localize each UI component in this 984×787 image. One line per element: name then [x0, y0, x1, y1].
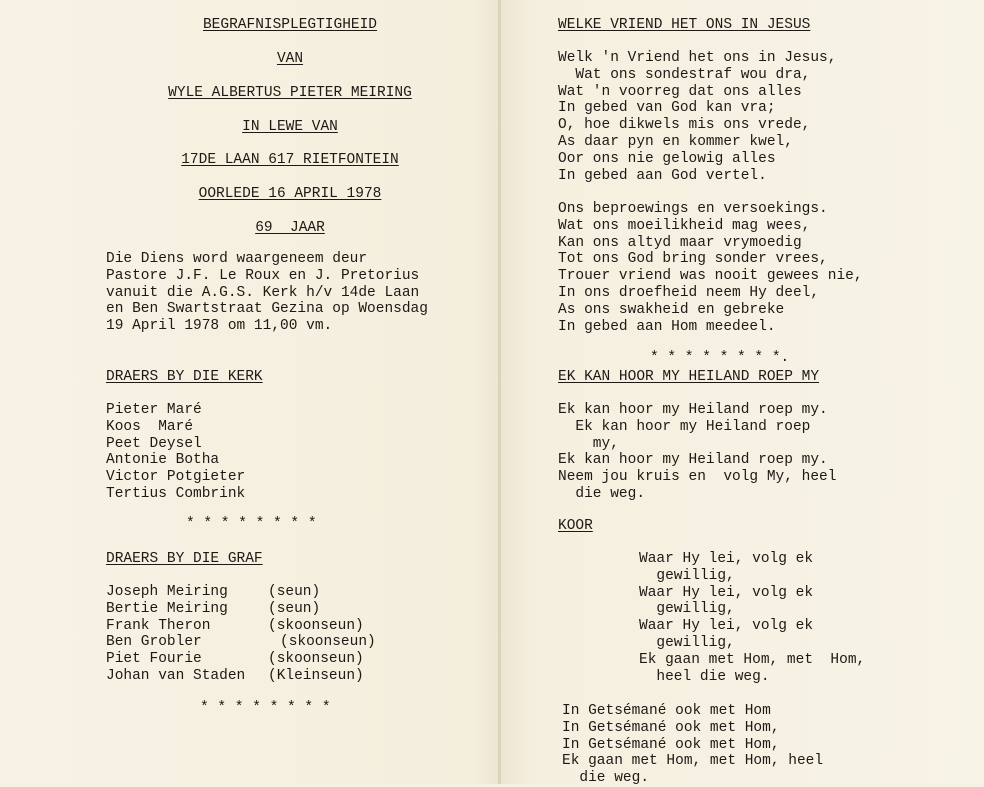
- list-item: Tertius Combrink: [106, 485, 246, 502]
- church-bearers-list: [106, 402, 245, 503]
- relation-label: (Kleinseun): [268, 667, 364, 684]
- title-ceremony: BEGRAFNISPLEGTIGHEID: [202, 17, 378, 33]
- verse-line: Kan ons altyd maar vrymoedig: [558, 234, 802, 251]
- chorus-line: Waar Hy lei, volg ek: [639, 584, 814, 601]
- list-item: Frank Theron: [106, 617, 211, 634]
- verse-line: die weg.: [562, 770, 650, 787]
- relation-label: (skoonseun): [268, 651, 364, 668]
- verse-line: O, hoe dikwels mis ons vrede,: [558, 117, 811, 134]
- chorus-line: gewillig,: [639, 634, 735, 651]
- relation-label: (skoonseun): [280, 634, 376, 651]
- list-item: Piet Fourie: [106, 651, 202, 668]
- church-bearers-heading: DRAERS BY DIE KERK: [106, 369, 263, 385]
- service-line: 19 April 1978 om 11,00 vm.: [106, 318, 333, 335]
- verse-line: Trouer vriend was nooit gewees nie,: [558, 268, 863, 285]
- verse-line: In Getsémané ook met Hom: [562, 703, 771, 719]
- hymn1-verse2: [558, 201, 863, 335]
- verse-line: As daar pyn en kommer kwel,: [558, 133, 793, 150]
- list-item: Pieter Maré: [106, 402, 202, 418]
- verse-line: In Getsémané ook met Hom,: [562, 736, 780, 753]
- verse-line: Neem jou kruis en volg My, heel: [558, 469, 837, 486]
- separator-stars: * * * * * * * *: [186, 516, 317, 532]
- grave-bearers-relations: [268, 584, 376, 685]
- service-line: vanuit die A.G.S. Kerk h/v 14de Laan: [106, 284, 420, 301]
- chorus-line: Waar Hy lei, volg ek: [639, 551, 814, 567]
- verse-line: As ons swakheid en gebreke: [558, 301, 785, 318]
- verse-line: In gebed aan God vertel.: [558, 167, 767, 184]
- verse-line: In ons droefheid neem Hy deel,: [558, 284, 820, 301]
- verse-line: Wat ons moeilikheid mag wees,: [558, 217, 811, 234]
- title-deceased-name: WYLE ALBERTUS PIETER MEIRING: [168, 85, 412, 101]
- chorus-lines: [639, 551, 865, 685]
- list-item: Antonie Botha: [106, 452, 220, 469]
- relation-label: (seun): [268, 600, 321, 617]
- list-item: Bertie Meiring: [106, 600, 228, 617]
- service-line: Die Diens word waargeneem deur: [106, 251, 368, 267]
- verse-line: die weg.: [558, 485, 646, 502]
- final-verse: [562, 703, 823, 787]
- page-fold: [498, 0, 501, 784]
- hymn1-verse1: [558, 50, 836, 184]
- list-item: Johan van Staden: [106, 667, 246, 684]
- list-item: Peet Deysel: [106, 435, 202, 452]
- title-in-lewe-van: IN LEWE VAN: [242, 119, 338, 135]
- chorus-line: Waar Hy lei, volg ek: [639, 618, 814, 635]
- service-line: Pastore J.F. Le Roux en J. Pretorius: [106, 267, 420, 284]
- list-item: Ben Grobler: [106, 634, 202, 651]
- verse-line: Oor ons nie gelowig alles: [558, 150, 776, 167]
- title-address: 17DE LAAN 617 RIETFONTEIN: [181, 152, 399, 168]
- service-details: [106, 251, 428, 335]
- verse-line: Welk 'n Vriend het ons in Jesus,: [558, 50, 837, 66]
- separator-stars-bottom: * * * * * * * *: [200, 700, 331, 716]
- chorus-line: heel die weg.: [639, 668, 770, 685]
- chorus-label: KOOR: [558, 518, 593, 534]
- chorus-line: gewillig,: [639, 601, 735, 618]
- verse-line: In gebed aan Hom meedeel.: [558, 318, 776, 335]
- list-item: Koos Maré: [106, 418, 194, 435]
- list-item: Victor Potgieter: [106, 469, 246, 486]
- verse-line: Wat 'n voorreg dat ons alles: [558, 83, 802, 100]
- title-date-of-death: OORLEDE 16 APRIL 1978: [198, 186, 382, 202]
- hymn2-title: EK KAN HOOR MY HEILAND ROEP MY: [558, 369, 820, 385]
- list-item: Joseph Meiring: [106, 584, 228, 600]
- verse-line: Ons beproewings en versoekings.: [558, 201, 828, 217]
- verse-line: In gebed van God kan vra;: [558, 100, 776, 117]
- relation-label: (skoonseun): [268, 617, 364, 634]
- hymn1-title: WELKE VRIEND HET ONS IN JESUS: [558, 17, 811, 33]
- separator-stars-right: * * * * * * * *.: [650, 350, 790, 366]
- title-age: 69 JAAR: [255, 220, 325, 236]
- relation-label: (seun): [268, 584, 321, 600]
- grave-bearers-heading: DRAERS BY DIE GRAF: [106, 551, 263, 567]
- title-van: VAN: [276, 51, 304, 67]
- verse-line: Ek gaan met Hom, met Hom, heel: [562, 753, 824, 770]
- verse-line: Ek kan hoor my Heiland roep: [558, 418, 811, 435]
- verse-line: Wat ons sondestraf wou dra,: [558, 66, 811, 83]
- hymn2-verse: [558, 402, 836, 503]
- chorus-line: gewillig,: [639, 567, 735, 584]
- verse-line: Ek kan hoor my Heiland roep my.: [558, 452, 828, 469]
- service-line: en Ben Swartstraat Gezina op Woensdag: [106, 301, 428, 318]
- verse-line: Tot ons God bring sonder vrees,: [558, 251, 828, 268]
- verse-line: In Getsémané ook met Hom,: [562, 719, 780, 736]
- chorus-line: Ek gaan met Hom, met Hom,: [639, 651, 866, 668]
- verse-line: Ek kan hoor my Heiland roep my.: [558, 402, 828, 418]
- verse-line: my,: [558, 435, 619, 452]
- grave-bearers-names: [106, 584, 245, 685]
